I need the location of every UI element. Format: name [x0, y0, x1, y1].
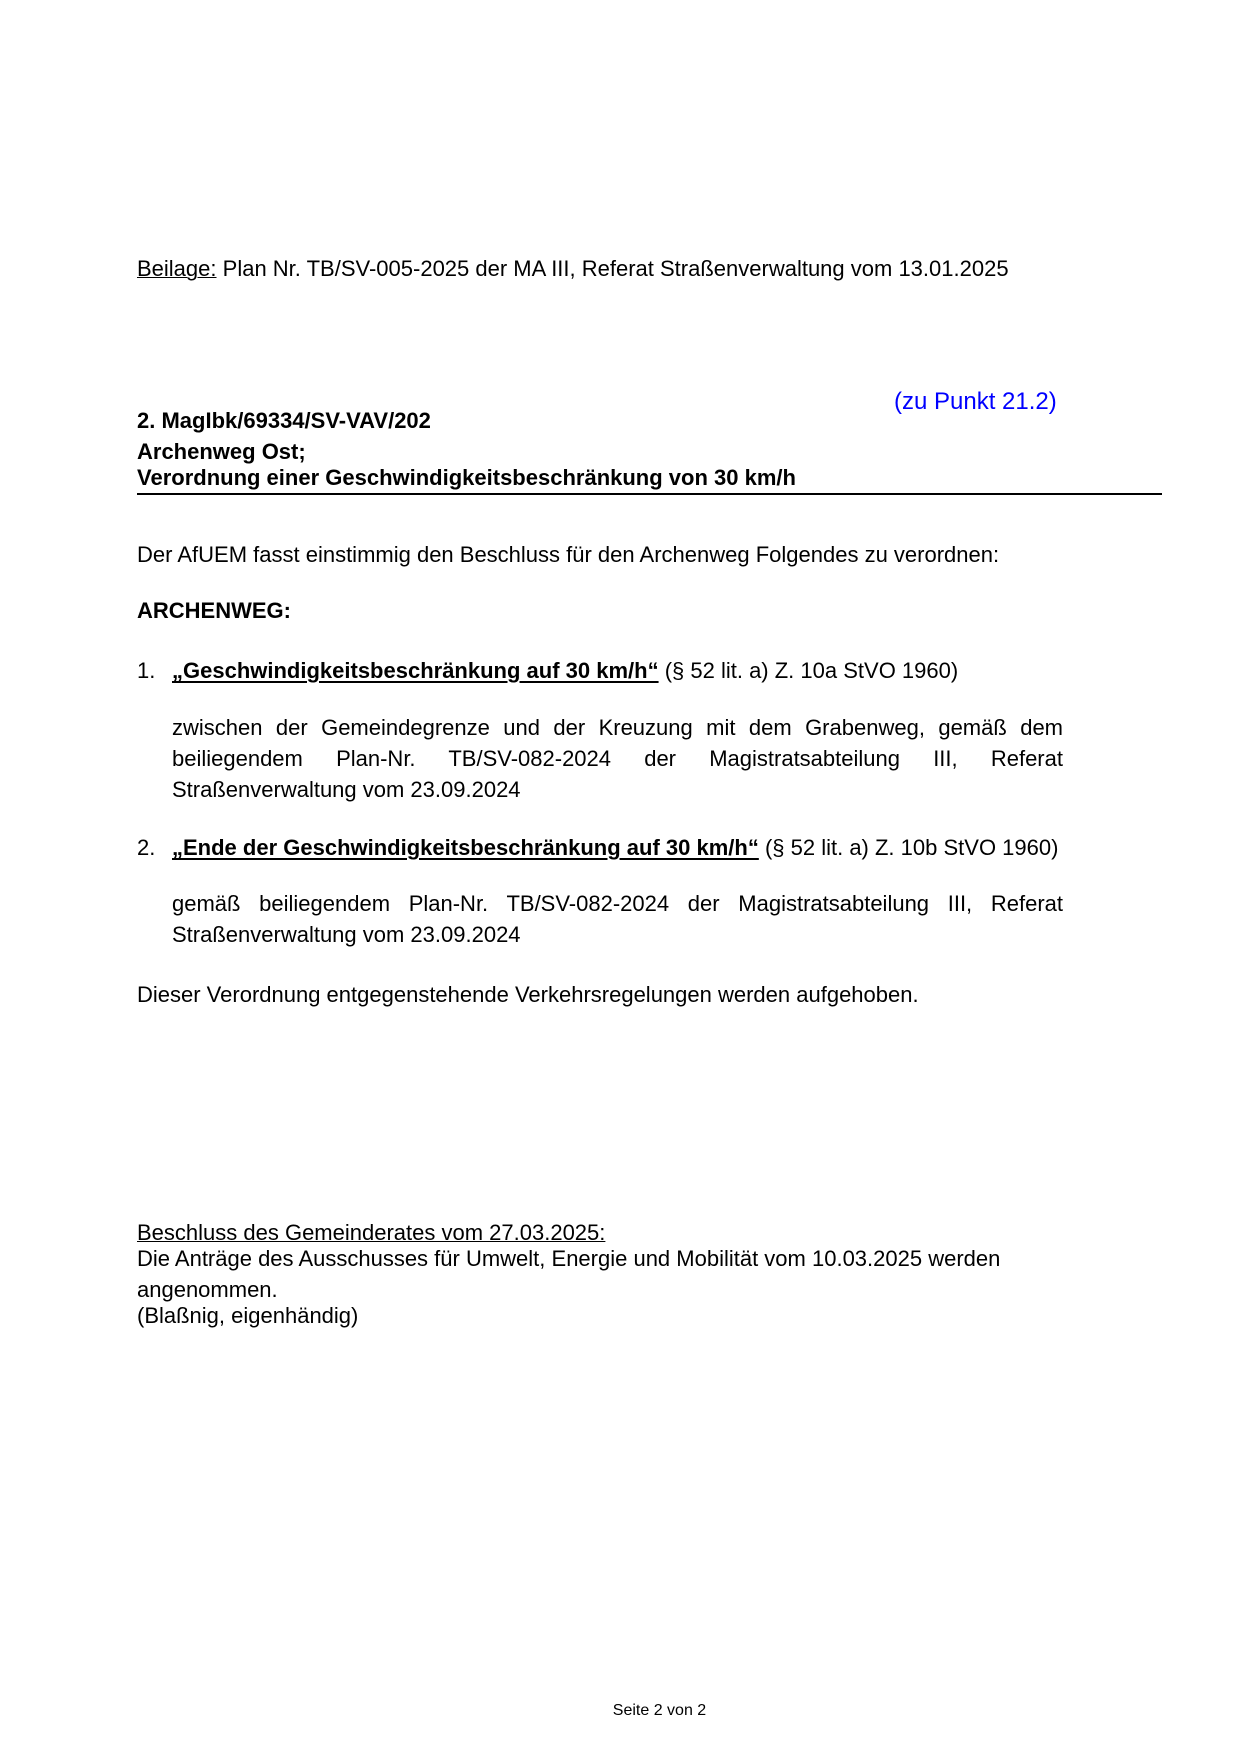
council-resolution-signature: (Blaßnig, eigenhändig): [137, 1303, 359, 1328]
attachment-line: [137, 255, 1097, 282]
attachment-text: Plan Nr. TB/SV-005-2025 der MA III, Referat Straßenverwaltung vom 13.01.2025: [222, 256, 1009, 281]
subject-line-ordinance: Verordnung einer Geschwindigkeitsbeschränkung von 30 km/h: [137, 465, 796, 490]
file-number: 2. MagIbk/69334/SV-VAV/202: [137, 408, 431, 433]
council-resolution-body: Die Anträge des Ausschusses für Umwelt, Energie und Mobilität vom 10.03.2025 werden angenommen.: [137, 1246, 1001, 1302]
ordinance-item-1-heading: [137, 657, 1063, 684]
subject-line-street: Archenweg Ost;: [137, 439, 306, 464]
agenda-point-reference: (zu Punkt 21.2): [894, 388, 1057, 415]
ordinance-item-2-number: 2.: [137, 835, 156, 860]
ordinance-item-2-legal-reference: (§ 52 lit. a) Z. 10b StVO 1960): [764, 835, 1059, 860]
intro-paragraph: Der AfUEM fasst einstimmig den Beschluss für den Archenweg Folgendes zu verordnen:: [137, 542, 1000, 567]
ordinance-item-2-title: „Ende der Geschwindigkeitsbeschränkung auf 30 km/h“: [172, 835, 759, 860]
ordinance-item-1-number: 1.: [137, 658, 156, 683]
ordinance-item-1-title: „Geschwindigkeitsbeschränkung auf 30 km/h“: [172, 658, 659, 683]
attachment-label: Beilage:: [137, 256, 217, 281]
ordinance-item-2-heading: [137, 834, 1063, 861]
ordinance-item-1-body: zwischen der Gemeindegrenze und der Kreuzung mit dem Grabenweg, gemäß dem beiliegendem Plan-Nr. TB/SV-082-2024 der Magistratsabteilung III, Referat Straßenverwaltung vom 23.09.2024: [172, 715, 1063, 802]
page-indicator: Seite 2 von 2: [612, 1702, 707, 1719]
repeal-paragraph: Dieser Verordnung entgegenstehende Verkehrsregelungen werden aufgehoben.: [137, 982, 919, 1007]
ordinance-item-1-legal-reference: (§ 52 lit. a) Z. 10a StVO 1960): [664, 658, 959, 683]
street-heading: ARCHENWEG:: [137, 598, 291, 623]
council-resolution-heading: Beschluss des Gemeinderates vom 27.03.2025:: [137, 1220, 606, 1245]
ordinance-item-2-body: gemäß beiliegendem Plan-Nr. TB/SV-082-2024 der Magistratsabteilung III, Referat Straßenverwaltung vom 23.09.2024: [172, 891, 1063, 947]
subject-heading: [137, 439, 1162, 495]
